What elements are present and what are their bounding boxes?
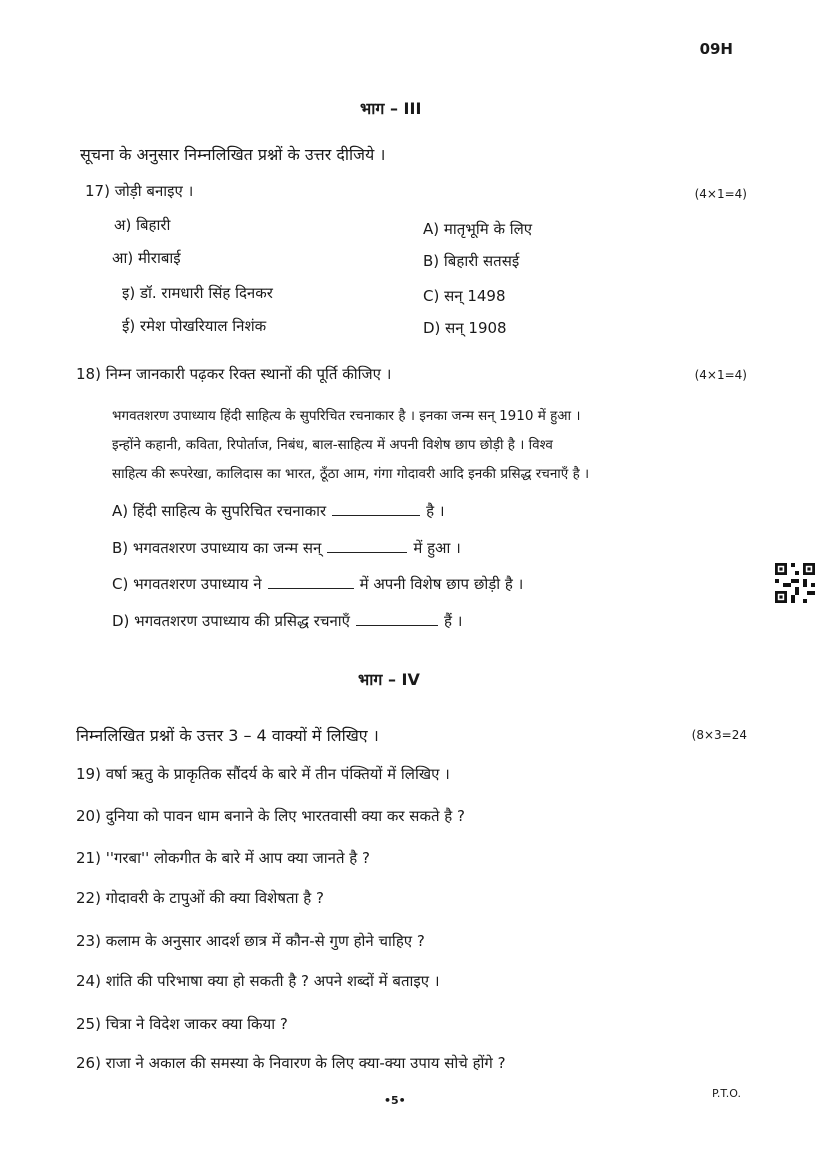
question-18-label: 18) निम्न जानकारी पढ़कर रिक्त स्थानों की पूर्ति कीजिए । [76,365,392,383]
qr-code-icon [775,563,815,603]
fill-blank-suffix: है । [426,502,445,520]
match-right-item: C) सन् 1498 [423,287,506,305]
question-26: 26) राजा ने अकाल की समस्या के निवारण के लिए क्या-क्या उपाय सोचे होंगे ? [76,1054,506,1072]
match-right-item: B) बिहारी सतसई [423,252,520,270]
fill-blank-b [112,538,461,558]
passage [112,402,752,489]
fill-blank-prefix: B) भगवतशरण उपाध्याय का जन्म सन् [112,539,322,557]
part4-marks: (8×3=24 [691,728,747,742]
question-19: 19) वर्षा ऋतु के प्राकृतिक सौंदर्य के बारे में तीन पंक्तियों में लिखिए । [76,765,450,783]
match-left-item: ई) रमेश पोखरियाल निशंक [122,317,267,335]
question-25: 25) चित्रा ने विदेश जाकर क्या किया ? [76,1015,288,1033]
fill-blank-c [112,574,523,594]
fill-blank-a [112,501,445,521]
fill-blank-d [112,611,462,631]
section-heading-part4: भाग – IV [358,670,420,689]
blank-line [327,538,407,553]
match-left-item: इ) डॉ. रामधारी सिंह दिनकर [122,284,273,302]
question-21: 21) ''गरबा'' लोकगीत के बारे में आप क्या जानते है ? [76,849,370,867]
passage-line: इन्होंने कहानी, कविता, रिपोर्ताज, निबंध, बाल-साहित्य में अपनी विशेष छाप छोड़ी है । विश्व [112,437,553,453]
match-left-item: आ) मीराबाई [112,249,181,267]
section-heading-part3: भाग – III [360,99,422,118]
fill-blank-prefix: D) भगवतशरण उपाध्याय की प्रसिद्ध रचनाएँ [112,612,350,630]
fill-blank-suffix: हैं । [443,612,463,630]
blank-line [356,611,438,626]
part3-instruction: सूचना के अनुसार निम्नलिखित प्रश्नों के उत्तर दीजिये । [80,145,386,164]
pto-label: P.T.O. [711,1087,741,1100]
blank-line [268,574,354,589]
fill-blank-suffix: में अपनी विशेष छाप छोड़ी है । [359,575,524,593]
passage-line: भगवतशरण उपाध्याय हिंदी साहित्य के सुपरिचित रचनाकार है । इनका जन्म सन् 1910 में हुआ । [112,408,581,424]
match-right-item: D) सन् 1908 [423,319,507,337]
match-right-item: A) मातृभूमि के लिए [423,220,533,238]
match-left-item: अ) बिहारी [114,216,171,234]
question-17-label: 17) जोड़ी बनाइए । [85,182,194,200]
part4-instruction: निम्नलिखित प्रश्नों के उत्तर 3 – 4 वाक्यों में लिखिए । [76,726,379,745]
passage-line: साहित्य की रूपरेखा, कालिदास का भारत, ठूँठा आम, गंगा गोदावरी आदि इनकी प्रसिद्ध रचनाएँ है । [112,466,590,482]
question-20: 20) दुनिया को पावन धाम बनाने के लिए भारतवासी क्या कर सकते है ? [76,807,465,825]
paper-code: 09H [699,40,733,58]
fill-blank-suffix: में हुआ । [413,539,461,557]
question-23: 23) कलाम के अनुसार आदर्श छात्र में कौन-से गुण होने चाहिए ? [76,932,425,950]
question-22: 22) गोदावरी के टापुओं की क्या विशेषता है ? [76,889,324,907]
page-number: •5• [384,1094,406,1107]
fill-blank-prefix: A) हिंदी साहित्य के सुपरिचित रचनाकार [112,502,327,520]
question-24: 24) शांति की परिभाषा क्या हो सकती है ? अपने शब्दों में बताइए । [76,972,440,990]
fill-blank-prefix: C) भगवतशरण उपाध्याय ने [112,575,262,593]
blank-line [332,501,420,516]
question-18-marks: (4×1=4) [694,368,747,382]
question-17-marks: (4×1=4) [694,187,747,201]
